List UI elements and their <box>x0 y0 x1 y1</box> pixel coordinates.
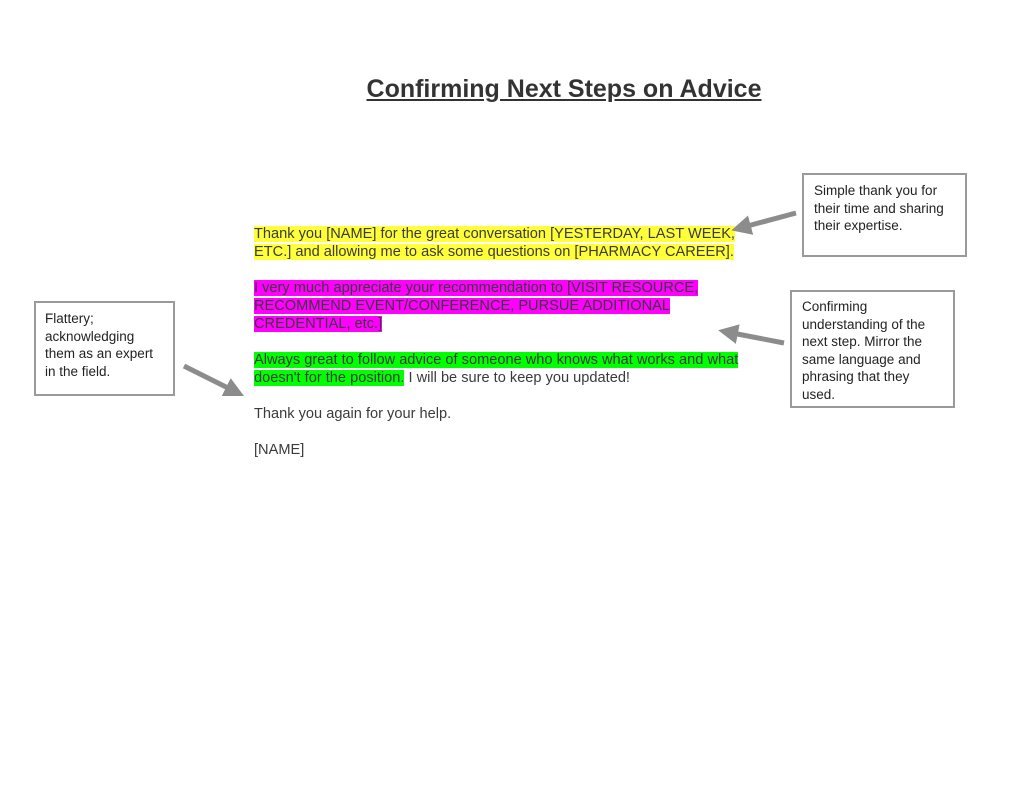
letter-body <box>254 225 754 477</box>
letter-paragraph-thanks <box>254 225 754 261</box>
page-title: Confirming Next Steps on Advice <box>366 75 762 103</box>
arrow-flattery-icon <box>184 366 236 392</box>
letter-paragraph-advice <box>254 351 754 387</box>
advice-followup: I will be sure to keep you updated! <box>404 370 630 386</box>
callout-confirming: Confirming understanding of the next step. Mirror the same language and phrasing that they used. <box>790 290 955 408</box>
callout-thanks: Simple thank you for their time and sharing their expertise. <box>802 173 967 257</box>
letter-signature: [NAME] <box>254 442 305 458</box>
callout-flattery: Flattery; acknowledging them as an expert in the field. <box>34 301 175 396</box>
letter-paragraph-recommendation <box>254 279 754 333</box>
thanks-highlight: Thank you [NAME] for the great conversation [YESTERDAY, LAST WEEK, ETC.] and allowing me to ask some questions on [PHARMACY CAREER]. <box>254 226 735 260</box>
recommendation-highlight: I very much appreciate your recommendation to [VISIT RESOURCE, RECOMMEND EVENT/CONFERENCE, PURSUE ADDITIONAL CREDENTIAL, etc.] <box>254 280 699 332</box>
letter-paragraph-closing: Thank you again for your help. <box>254 406 452 422</box>
advice-highlight: Always great to follow advice of someone who knows what works and what doesn't for the position. <box>254 352 739 386</box>
